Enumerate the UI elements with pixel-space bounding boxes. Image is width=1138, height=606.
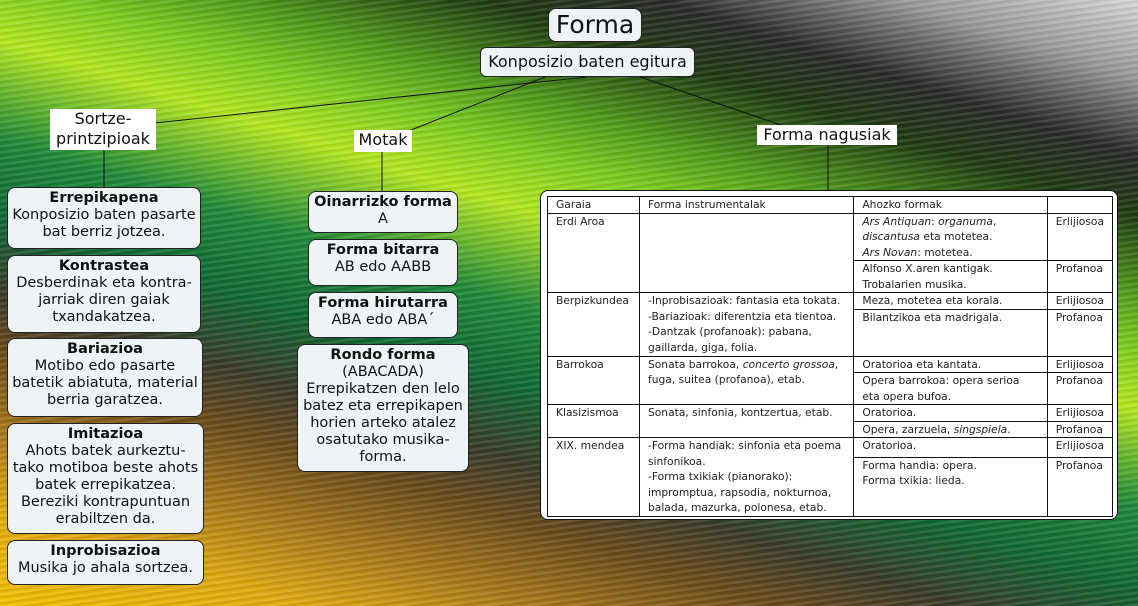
principle-kontrastea [7, 255, 201, 333]
principle-text: Musika jo ahala sortzea. [17, 560, 193, 576]
table-row [548, 356, 1113, 373]
principle-title: Bariazioa [67, 341, 143, 357]
kind-cell: Profanoa [1047, 373, 1112, 405]
table-row [548, 438, 1113, 458]
page-title: Forma [548, 8, 642, 42]
period-cell: Klasizismoa [548, 405, 640, 438]
type-text: A [378, 211, 388, 227]
type-hirutarra [308, 292, 458, 338]
type-rondo [297, 344, 469, 472]
header-empty [1047, 197, 1112, 214]
header-garaia: Garaia [548, 197, 640, 214]
principle-title: Inprobisazioa [50, 543, 161, 559]
table-row [548, 293, 1113, 310]
header-ahozko: Ahozko formak [854, 197, 1047, 214]
principle-imitazioa [7, 423, 204, 534]
kind-cell: Profanoa [1047, 261, 1112, 293]
principle-inprobisazioa [7, 540, 204, 585]
principle-text: Konposizio baten pasarte bat berriz jotzea. [12, 207, 196, 240]
type-title: Forma bitarra [326, 242, 440, 258]
vocal-cell: Opera barrokoa: opera serioa eta opera bufoa. [854, 373, 1047, 405]
vocal-cell: Opera, zarzuela, singspiela. [854, 421, 1047, 438]
type-oinarrizko [308, 191, 458, 233]
branch-motak: Motak [354, 130, 412, 152]
principle-title: Imitazioa [67, 426, 144, 442]
type-text: ABA edo ABA´ [331, 312, 435, 328]
vocal-cell: Oratorioa. [854, 405, 1047, 422]
period-cell: Berpizkundea [548, 293, 640, 357]
type-bitarra [308, 239, 458, 286]
period-cell: XIX. mendea [548, 438, 640, 517]
type-title: Oinarrizko forma [314, 194, 452, 210]
kind-cell: Profanoa [1047, 309, 1112, 356]
type-text: Errepikatzen den lelo batez eta errepikapen horien arteko atalez osatutako musika-forma. [303, 381, 463, 465]
table-header-row [548, 197, 1113, 214]
branch-forma-nagusiak: Forma nagusiak [757, 125, 897, 145]
vocal-cell: Oratorioa eta kantata. [854, 356, 1047, 373]
kind-cell: Erlijiosoa [1047, 438, 1112, 458]
vocal-cell: Ars Antiquan: organuma, discantusa eta motetea. Ars Novan: motetea. [854, 213, 1047, 261]
instrumental-cell [639, 213, 853, 293]
period-cell: Barrokoa [548, 356, 640, 405]
principle-text: Motibo edo pasarte batetik abiatuta, material berria garatzea. [12, 358, 198, 408]
instrumental-cell: -Inprobisazioak: fantasia eta tokata. -Bariazioak: diferentzia eta tientoa. -Dantzak (profanoak): pabana, gaillarda, giga, folia. [639, 293, 853, 357]
type-subtitle: (ABACADA) [342, 364, 424, 380]
instrumental-cell: Sonata barrokoa, concerto grossoa, fuga, suitea (profanoa), etab. [639, 356, 853, 405]
table-row [548, 213, 1113, 261]
subtitle-node: Konposizio baten egitura [480, 47, 695, 77]
vocal-cell: Oratorioa. [854, 438, 1047, 458]
kind-cell: Erlijiosoa [1047, 293, 1112, 310]
period-cell: Erdi Aroa [548, 213, 640, 293]
vocal-cell: Forma handia: opera. Forma txikia: lieda. [854, 457, 1047, 516]
instrumental-cell: Sonata, sinfonia, kontzertua, etab. [639, 405, 853, 438]
principle-text: Ahots batek aurkeztu-tako motiboa beste ahots batek errepikatzea. Bereziki kontrapuntuan erabiltzen da. [12, 443, 199, 527]
principle-bariazioa [7, 338, 203, 417]
header-instrumental: Forma instrumentalak [639, 197, 853, 214]
kind-cell: Erlijiosoa [1047, 356, 1112, 373]
type-title: Rondo forma [330, 347, 436, 363]
type-text: AB edo AABB [334, 259, 432, 275]
principle-errepikapena [7, 187, 201, 249]
vocal-cell: Meza, motetea eta korala. [854, 293, 1047, 310]
branch-sortze-printzipioak: Sortze-printzipioak [50, 109, 156, 150]
type-title: Forma hirutarra [318, 295, 448, 311]
instrumental-cell: -Forma handiak: sinfonia eta poema sinfonikoa. -Forma txikiak (pianorako): impromptua, rapsodia, nokturnoa, balada, mazurka, polonesa, etab. [639, 438, 853, 517]
principle-text: Desberdinak eta kontra-jarriak diren gaiak txandakatzea. [16, 275, 192, 325]
vocal-cell: Alfonso X.aren kantigak. Trobalarien musika. [854, 261, 1047, 293]
kind-cell: Profanoa [1047, 457, 1112, 516]
kind-cell: Erlijiosoa [1047, 405, 1112, 422]
principle-title: Errepikapena [49, 190, 159, 206]
vocal-cell: Bilantzikoa eta madrigala. [854, 309, 1047, 356]
forms-table-container [540, 190, 1118, 520]
table-row [548, 405, 1113, 422]
principle-title: Kontrastea [58, 258, 150, 274]
kind-cell: Erlijiosoa [1047, 213, 1112, 261]
kind-cell: Profanoa [1047, 421, 1112, 438]
forms-table [547, 196, 1113, 517]
